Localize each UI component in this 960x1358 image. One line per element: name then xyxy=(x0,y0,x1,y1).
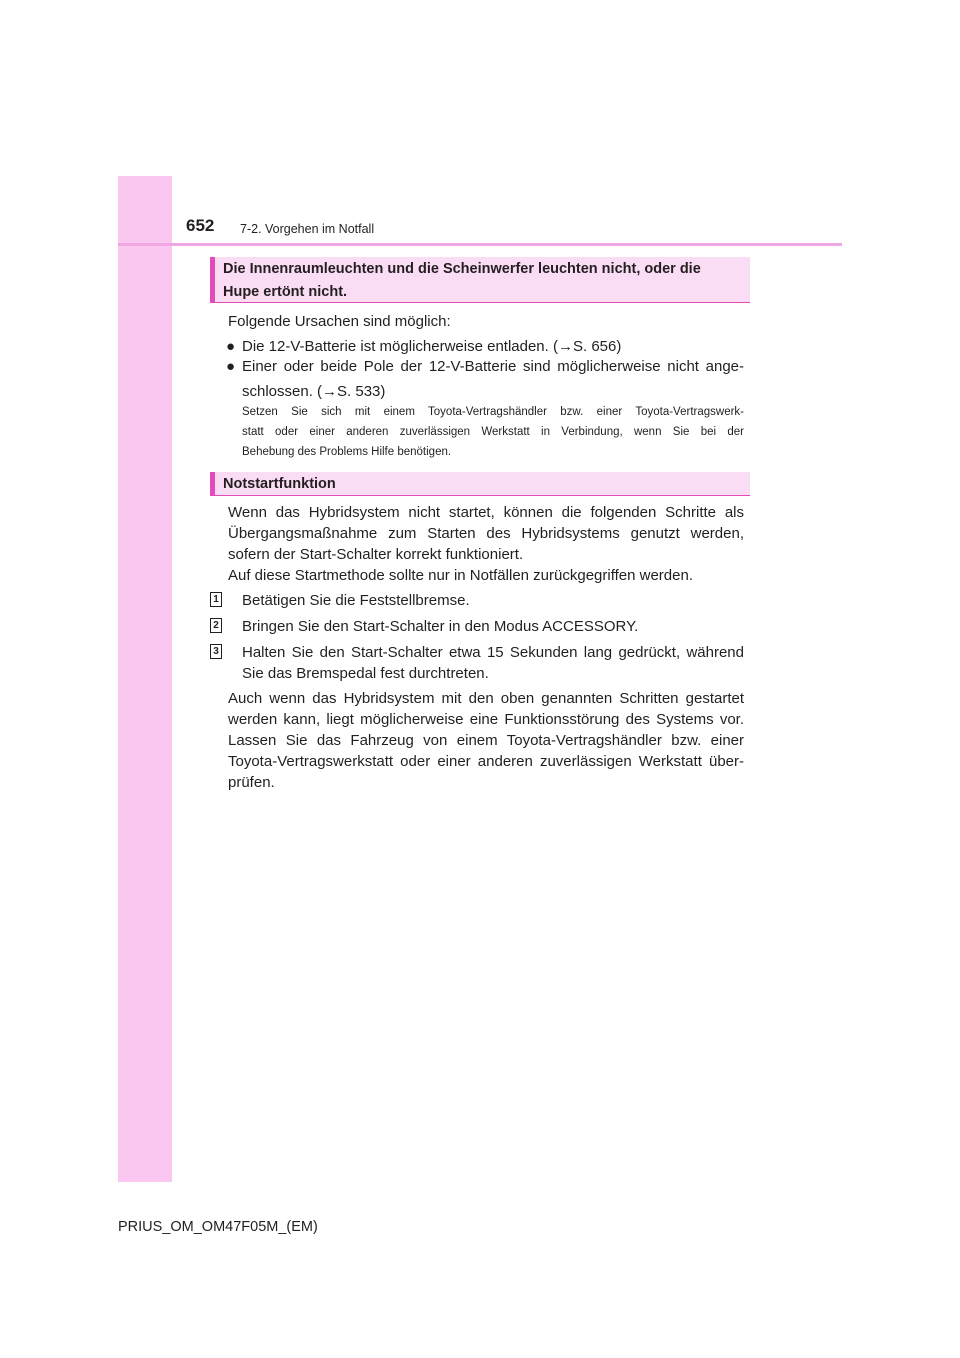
step-number-badge: 3 xyxy=(210,644,222,659)
paragraph-line: prüfen. xyxy=(228,774,275,791)
paragraph-line: Übergangsmaßnahme zum Starten des Hybridsystems genutzt werden, xyxy=(228,525,744,542)
paragraph-line: sofern der Start-Schalter korrekt funktioniert. xyxy=(228,546,524,563)
paragraph-line: Wenn das Hybridsystem nicht startet, können die folgenden Schritte als xyxy=(228,504,744,521)
paragraph-line: Toyota-Vertragswerkstatt oder einer anderen zuverlässigen Werkstatt über- xyxy=(228,753,744,770)
chapter-title: 7-2. Vorgehen im Notfall xyxy=(240,222,375,236)
step-item xyxy=(210,590,744,611)
causes-intro: Folgende Ursachen sind möglich: xyxy=(228,313,451,330)
cause-text: Die 12-V-Batterie ist möglicherweise entladen. (→S. 656) xyxy=(242,338,622,355)
section-heading-title: Notstartfunktion xyxy=(223,476,336,492)
cause-text: Einer oder beide Pole der 12-V-Batterie sind möglicherweise nicht ange- xyxy=(242,358,744,375)
service-note-line: statt oder einer anderen zuverlässigen Werkstatt in Verbindung, wenn Sie bei der xyxy=(242,426,744,438)
document-code-footer: PRIUS_OM_OM47F05M_(EM) xyxy=(118,1219,318,1235)
step-item xyxy=(210,616,744,637)
step-text: Sie das Bremspedal fest durchtreten. xyxy=(242,665,489,682)
page-number: 652 xyxy=(186,216,215,235)
paragraph-line: Auch wenn das Hybridsystem mit den oben genannten Schritten gestartet xyxy=(228,690,744,707)
service-note-line: Setzen Sie sich mit einem Toyota-Vertragshändler bzw. einer Toyota-Vertragswerk- xyxy=(242,406,744,418)
bullet-dot-icon: ● xyxy=(226,338,236,355)
service-note-line: Behebung des Problems Hilfe benötigen. xyxy=(242,446,452,458)
chapter-side-band xyxy=(118,176,172,1182)
section-heading-line: Die Innenraumleuchten und die Scheinwerfer leuchten nicht, oder die xyxy=(223,261,701,277)
section-heading-emergency-start xyxy=(210,472,750,496)
emergency-start-intro xyxy=(228,502,744,586)
section-heading-line: Hupe ertönt nicht. xyxy=(223,284,348,300)
service-note xyxy=(242,402,744,462)
step-item xyxy=(210,642,744,684)
cause-list-item xyxy=(228,336,744,357)
section-heading-lights-horn xyxy=(210,257,750,303)
emergency-start-warning xyxy=(228,688,744,793)
bullet-dot-icon: ● xyxy=(226,358,236,375)
step-number-badge: 1 xyxy=(210,592,222,607)
step-text: Betätigen Sie die Feststellbremse. xyxy=(242,592,470,609)
step-text: Halten Sie den Start-Schalter etwa 15 Sekunden lang gedrückt, während xyxy=(242,644,744,661)
header-rule xyxy=(118,243,842,246)
paragraph-line: werden kann, liegt möglicherweise eine Funktionsstörung des Systems vor. xyxy=(228,711,744,728)
step-text: Bringen Sie den Start-Schalter in den Modus ACCESSORY. xyxy=(242,618,639,635)
step-number-badge: 2 xyxy=(210,618,222,633)
cause-text: schlossen. (→S. 533) xyxy=(242,383,386,400)
paragraph-line: Lassen Sie das Fahrzeug von einem Toyota-Vertragshändler bzw. einer xyxy=(228,732,744,749)
cause-list-item xyxy=(228,356,744,402)
paragraph-line: Auf diese Startmethode sollte nur in Notfällen zurückgegriffen werden. xyxy=(228,567,693,584)
